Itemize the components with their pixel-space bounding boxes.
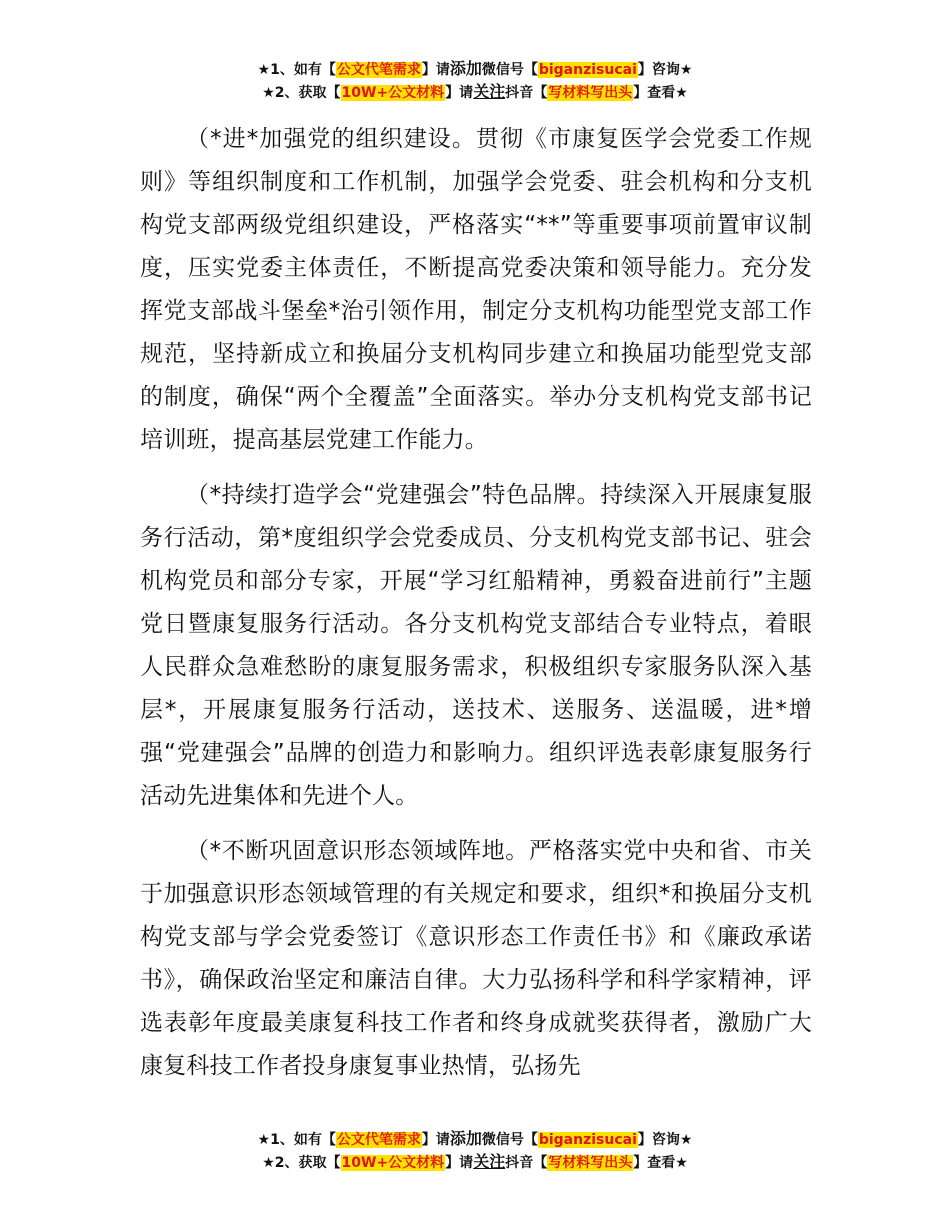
- header-line-1-mid1: 】请: [421, 62, 450, 78]
- footer-highlight-materials: 10W+公文材料: [341, 1155, 445, 1171]
- footer-highlight-douyin-account: 写材料写出头: [548, 1155, 633, 1171]
- header-line-1-mid2: 微信号【: [481, 62, 538, 78]
- paragraph-ideology-position: （*不断巩固意识形态领域阵地。严格落实党中央和省、市关于加强意识形态领域管理的有关规定和要求，组织*和换届分支机构党支部与学会党委签订《意识形态工作责任书》和《廉政承诺书》，确保政治坚定和廉洁自律。大力弘扬科学和科学家精神，评选表彰年度最美康复科技工作者和终身成就奖获得者，激励广大康复科技工作者投身康复事业热情，弘扬先: [140, 838, 812, 1079]
- header-line-2-suffix: 】查看★: [633, 85, 688, 101]
- header-banner: [0, 58, 950, 104]
- header-line-2-mid2: 抖音【: [505, 85, 548, 101]
- header-line-1: [0, 58, 950, 81]
- footer-line-2: [0, 1151, 950, 1174]
- footer-line-1-mid1: 】请: [421, 1132, 450, 1148]
- header-line-2-prefix: ★2、获取【: [262, 85, 341, 101]
- footer-line-1: [0, 1128, 950, 1151]
- header-line-1-prefix: ★1、如有【: [257, 62, 336, 78]
- header-line-1-suffix: 】咨询★: [637, 62, 693, 78]
- header-line-2-emphasis: 关注: [473, 82, 506, 101]
- footer-line-2-emphasis: 关注: [473, 1152, 506, 1171]
- highlight-ghostwriting: 公文代笔需求: [336, 62, 421, 78]
- header-line-2-mid1: 】请: [445, 85, 474, 101]
- footer-line-2-mid2: 抖音【: [505, 1155, 548, 1171]
- footer-line-1-prefix: ★1、如有【: [257, 1132, 336, 1148]
- footer-line-1-emphasis: 添加: [449, 1129, 482, 1148]
- highlight-douyin-account: 写材料写出头: [548, 85, 633, 101]
- footer-highlight-wechat-id: biganzisucai: [538, 1132, 637, 1148]
- footer-line-2-prefix: ★2、获取【: [262, 1155, 341, 1171]
- footer-line-2-suffix: 】查看★: [633, 1155, 688, 1171]
- footer-banner: [0, 1128, 950, 1174]
- highlight-materials: 10W+公文材料: [341, 85, 445, 101]
- footer-line-1-suffix: 】咨询★: [637, 1132, 693, 1148]
- paragraph-party-brand: （*持续打造学会“党建强会”特色品牌。持续深入开展康复服务行活动，第*度组织学会党委成员、分支机构党支部书记、驻会机构党员和部分专家，开展“学习红船精神，勇毅奋进前行”主题党日暨康复服务行活动。各分支机构党支部结合专业特点，着眼人民群众急难愁盼的康复服务需求，积极组织专家服务队深入基层*，开展康复服务行活动，送技术、送服务、送温暖，进*增强“党建强会”品牌的创造力和影响力。组织评选表彰康复服务行活动先进集体和先进个人。: [140, 482, 812, 809]
- document-body: [140, 118, 812, 1100]
- footer-line-1-mid2: 微信号【: [481, 1132, 538, 1148]
- footer-highlight-ghostwriting: 公文代笔需求: [336, 1132, 421, 1148]
- paragraph-organization-building: （*进*加强党的组织建设。贯彻《市康复医学会党委工作规则》等组织制度和工作机制，加强学会党委、驻会机构和分支机构党支部两级党组织建设，严格落实“**”等重要事项前置审议制度，压实党委主体责任，不断提高党委决策和领导能力。充分发挥党支部战斗堡垒*治引领作用，制定分支机构功能型党支部工作规范，坚持新成立和换届分支机构同步建立和换届功能型党支部的制度，确保“两个全覆盖”全面落实。举办分支机构党支部书记培训班，提高基层党建工作能力。: [140, 126, 812, 453]
- footer-line-2-mid1: 】请: [445, 1155, 474, 1171]
- header-line-2: [0, 81, 950, 104]
- highlight-wechat-id: biganzisucai: [538, 62, 637, 78]
- header-line-1-emphasis: 添加: [449, 59, 482, 78]
